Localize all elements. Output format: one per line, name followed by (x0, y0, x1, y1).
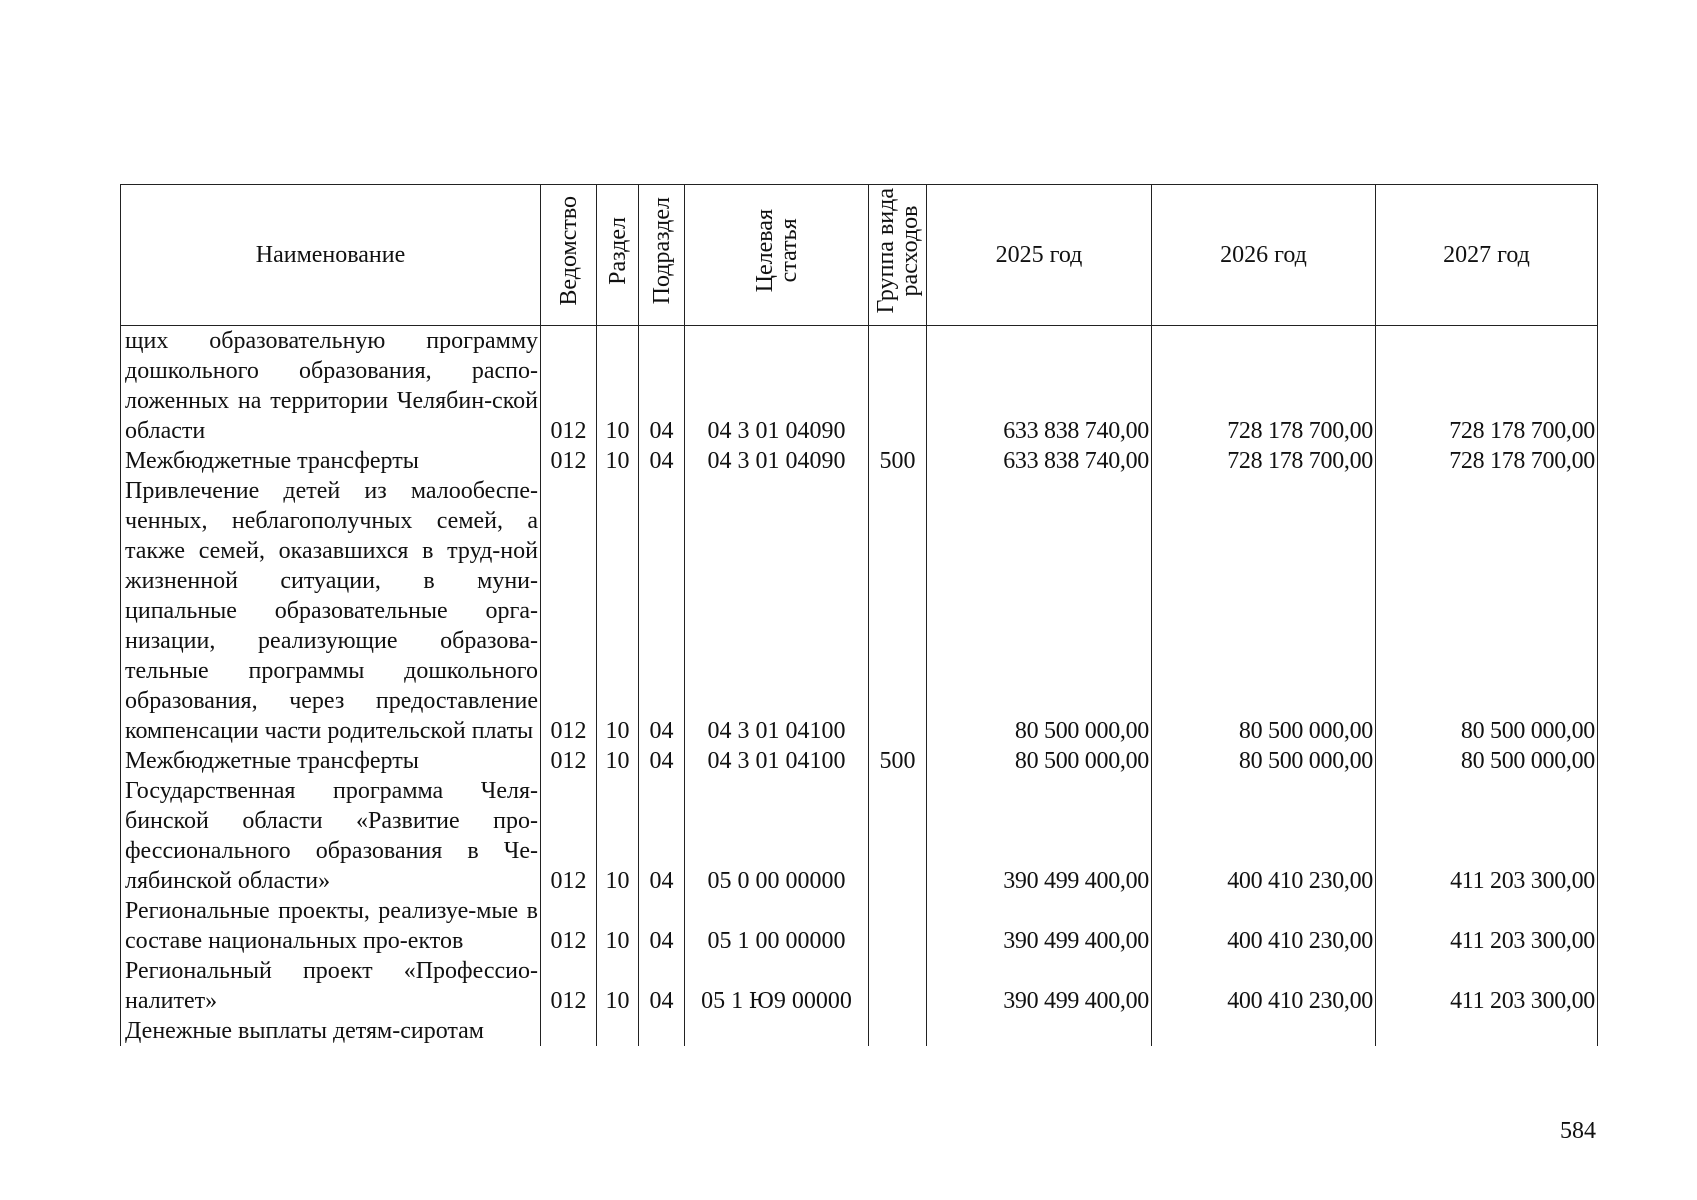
row-amount-2025: 390 499 400,00 (927, 776, 1152, 896)
row-podrazdel: 04 (639, 446, 685, 476)
row-amount-2027: 728 178 700,00 (1376, 446, 1598, 476)
header-year-2025: 2025 год (927, 185, 1152, 326)
row-razdel: 10 (597, 746, 639, 776)
row-amount-2026: 400 410 230,00 (1152, 776, 1376, 896)
row-gruppa (869, 896, 927, 956)
header-year-2027: 2027 год (1376, 185, 1598, 326)
header-vedomstvo: Ведомство (541, 185, 597, 326)
budget-table (120, 184, 1598, 1046)
row-amount-2025: 390 499 400,00 (927, 896, 1152, 956)
row-celevaya-statya: 04 3 01 04090 (685, 446, 869, 476)
row-amount-2025: 633 838 740,00 (927, 446, 1152, 476)
row-gruppa (869, 776, 927, 896)
row-gruppa (869, 1016, 927, 1046)
row-razdel: 10 (597, 446, 639, 476)
table-header (121, 185, 1598, 326)
row-amount-2026: 400 410 230,00 (1152, 956, 1376, 1016)
row-gruppa (869, 476, 927, 746)
row-podrazdel: 04 (639, 776, 685, 896)
row-podrazdel: 04 (639, 326, 685, 447)
row-vedomstvo: 012 (541, 776, 597, 896)
row-name: Государственная программа Челя-бинской области «Развитие про-фессионального образования в Че-лябинской области» (121, 776, 541, 896)
header-year-2026: 2026 год (1152, 185, 1376, 326)
row-razdel (597, 1016, 639, 1046)
row-celevaya-statya: 05 1 Ю9 00000 (685, 956, 869, 1016)
row-amount-2026: 728 178 700,00 (1152, 446, 1376, 476)
row-amount-2026 (1152, 1016, 1376, 1046)
row-gruppa (869, 956, 927, 1016)
row-celevaya-statya: 05 1 00 00000 (685, 896, 869, 956)
row-vedomstvo (541, 1016, 597, 1046)
row-razdel: 10 (597, 896, 639, 956)
table-row (121, 446, 1598, 476)
row-vedomstvo: 012 (541, 956, 597, 1016)
row-amount-2025: 80 500 000,00 (927, 476, 1152, 746)
table-row (121, 896, 1598, 956)
row-name: щих образовательную программу дошкольного образования, распо-ложенных на территории Челябин-ской области (121, 326, 541, 447)
header-podrazdel: Подраздел (639, 185, 685, 326)
row-vedomstvo: 012 (541, 446, 597, 476)
row-name: Межбюджетные трансферты (121, 446, 541, 476)
row-amount-2027: 80 500 000,00 (1376, 746, 1598, 776)
row-amount-2027: 411 203 300,00 (1376, 896, 1598, 956)
row-amount-2026: 80 500 000,00 (1152, 746, 1376, 776)
row-name: Денежные выплаты детям-сиротам (121, 1016, 541, 1046)
row-vedomstvo: 012 (541, 326, 597, 447)
row-razdel: 10 (597, 326, 639, 447)
row-name: Региональный проект «Профессио-налитет» (121, 956, 541, 1016)
header-celevaya-statya: Целевая статья (685, 185, 869, 326)
header-name: Наименование (121, 185, 541, 326)
row-amount-2027: 411 203 300,00 (1376, 956, 1598, 1016)
row-podrazdel (639, 1016, 685, 1046)
row-amount-2027: 80 500 000,00 (1376, 476, 1598, 746)
row-celevaya-statya: 04 3 01 04100 (685, 476, 869, 746)
table-row (121, 326, 1598, 447)
row-razdel: 10 (597, 776, 639, 896)
row-amount-2025: 80 500 000,00 (927, 746, 1152, 776)
table-body (121, 326, 1598, 1047)
table-row (121, 776, 1598, 896)
row-vedomstvo: 012 (541, 746, 597, 776)
row-razdel: 10 (597, 956, 639, 1016)
table-row (121, 746, 1598, 776)
row-celevaya-statya (685, 1016, 869, 1046)
row-razdel: 10 (597, 476, 639, 746)
row-name: Привлечение детей из малообеспе-ченных, неблагополучных семей, а также семей, оказавшихся в труд-ной жизненной ситуации, в муни-ципальные образовательные орга-низации, реализующие образова-тельные программы дошкольного образования, через предоставление компенсации части родительской платы (121, 476, 541, 746)
row-podrazdel: 04 (639, 956, 685, 1016)
row-amount-2026: 728 178 700,00 (1152, 326, 1376, 447)
row-amount-2027: 728 178 700,00 (1376, 326, 1598, 447)
row-amount-2027 (1376, 1016, 1598, 1046)
row-gruppa: 500 (869, 446, 927, 476)
row-vedomstvo: 012 (541, 896, 597, 956)
row-name: Региональные проекты, реализуе-мые в составе национальных про-ектов (121, 896, 541, 956)
row-amount-2025: 390 499 400,00 (927, 956, 1152, 1016)
row-gruppa (869, 326, 927, 447)
row-amount-2025 (927, 1016, 1152, 1046)
header-gruppa-vida-rashodov: Группа вида расходов (869, 185, 927, 326)
row-amount-2025: 633 838 740,00 (927, 326, 1152, 447)
row-podrazdel: 04 (639, 896, 685, 956)
row-amount-2026: 80 500 000,00 (1152, 476, 1376, 746)
row-name: Межбюджетные трансферты (121, 746, 541, 776)
table-row (121, 476, 1598, 746)
header-razdel: Раздел (597, 185, 639, 326)
row-celevaya-statya: 04 3 01 04090 (685, 326, 869, 447)
row-celevaya-statya: 04 3 01 04100 (685, 746, 869, 776)
row-podrazdel: 04 (639, 746, 685, 776)
row-podrazdel: 04 (639, 476, 685, 746)
table-row (121, 956, 1598, 1016)
table-row (121, 1016, 1598, 1046)
page-number: 584 (1560, 1118, 1596, 1144)
row-amount-2027: 411 203 300,00 (1376, 776, 1598, 896)
row-celevaya-statya: 05 0 00 00000 (685, 776, 869, 896)
row-amount-2026: 400 410 230,00 (1152, 896, 1376, 956)
row-vedomstvo: 012 (541, 476, 597, 746)
row-gruppa: 500 (869, 746, 927, 776)
